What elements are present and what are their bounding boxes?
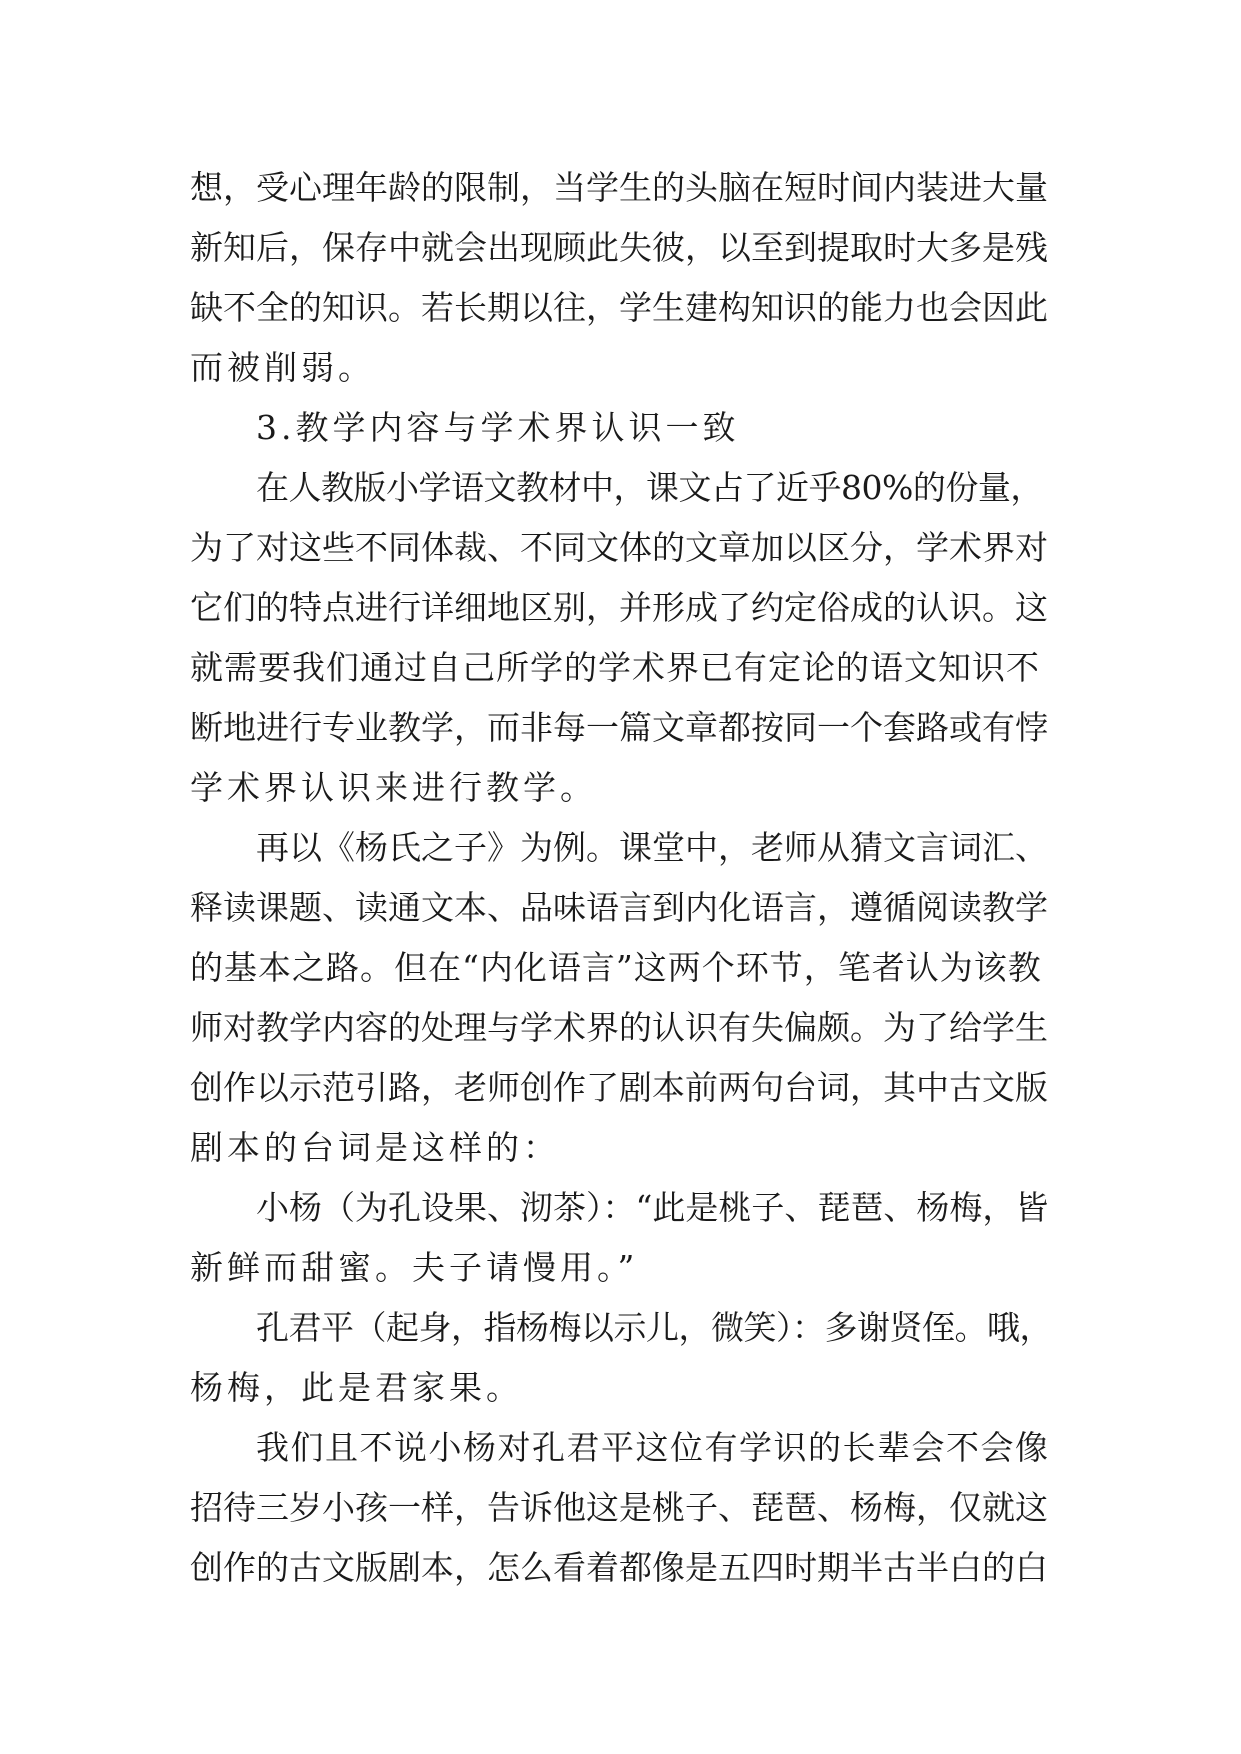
text-line: 释读课题、读通文本、品味语言到内化语言，遵循阅读教学: [190, 888, 1048, 927]
text-line: 想，受心理年龄的限制，当学生的头脑在短时间内装进大量: [190, 168, 1048, 207]
text-line: 就需要我们通过自己所学的学术界已有定论的语文知识不: [190, 648, 1040, 687]
text-line: 创作的古文版剧本，怎么看着都像是五四时期半古半白的白: [190, 1548, 1048, 1587]
text-line: 我们且不说小杨对孔君平这位有学识的长辈会不会像: [256, 1428, 1050, 1467]
text-line: 在人教版小学语文教材中，课文占了近乎80%的份量，: [256, 468, 1043, 507]
text-line: 杨梅，此是君家果。: [190, 1368, 523, 1407]
text-line: 学术界认识来进行教学。: [190, 768, 597, 807]
text-line: 招待三岁小孩一样，告诉他这是桃子、琵琶、杨梅，仅就这: [190, 1488, 1048, 1527]
text-line: 再以《杨氏之子》为例。课堂中，老师从猜文言词汇、: [256, 828, 1048, 867]
text-line: 新鲜而甜蜜。夫子请慢用。”: [190, 1248, 639, 1287]
text-line: 而被削弱。: [190, 348, 375, 387]
text-line: 它们的特点进行详细地区别，并形成了约定俗成的认识。这: [190, 588, 1048, 627]
text-line: 孔君平（起身，指杨梅以示儿，微笑）：多谢贤侄。哦，: [256, 1308, 1052, 1347]
text-line: 的基本之路。但在“内化语言”这两个环节，笔者认为该教: [190, 948, 1042, 987]
text-line: 创作以示范引路，老师创作了剧本前两句台词，其中古文版: [190, 1068, 1048, 1107]
section-heading: 3.教学内容与学术界认识一致: [256, 408, 740, 447]
text-line: 断地进行专业教学，而非每一篇文章都按同一个套路或有悖: [190, 708, 1048, 747]
text-line: 剧本的台词是这样的：: [190, 1128, 560, 1167]
text-line: 缺不全的知识。若长期以往，学生建构知识的能力也会因此: [190, 288, 1048, 327]
text-line: 师对教学内容的处理与学术界的认识有失偏颇。为了给学生: [190, 1008, 1048, 1047]
text-line: 为了对这些不同体裁、不同文体的文章加以区分，学术界对: [190, 528, 1048, 567]
body-text: [190, 158, 1052, 1598]
text-line: 新知后，保存中就会出现顾此失彼，以至到提取时大多是残: [190, 228, 1048, 267]
text-line: 小杨（为孔设果、沏茶）：“此是桃子、琵琶、杨梅，皆: [256, 1188, 1049, 1227]
